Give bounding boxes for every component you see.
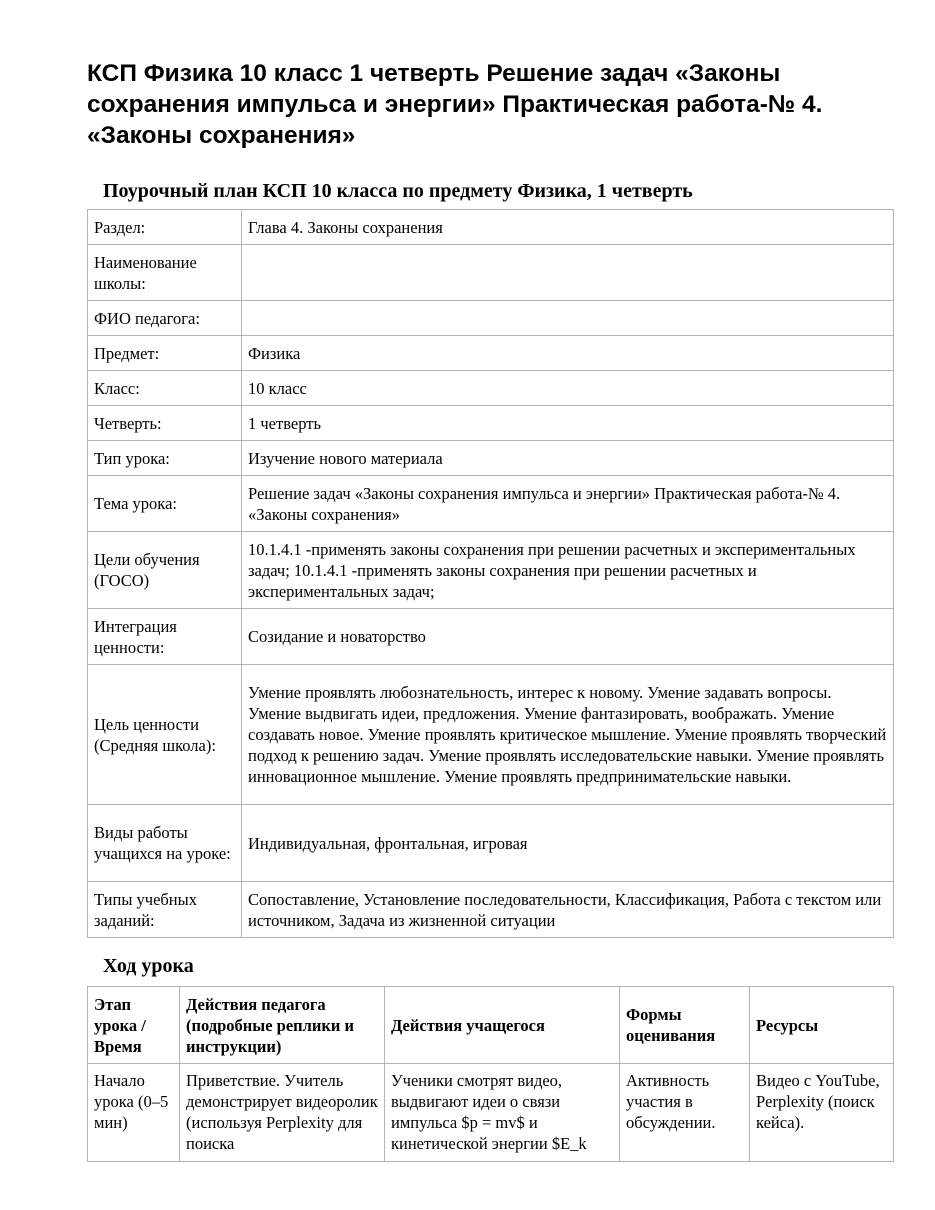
column-header-stage: Этап урока / Время [88,987,180,1064]
lesson-cell-resources: Видео с YouTube, Perplexity (поиск кейса). [750,1064,894,1162]
plan-value: Физика [242,336,894,371]
plan-label: Цель ценности (Средняя школа): [88,665,242,805]
column-header-resources: Ресурсы [750,987,894,1064]
plan-value: Решение задач «Законы сохранения импульса и энергии» Практическая работа-№ 4. «Законы сохранения» [242,476,894,532]
plan-value [242,301,894,336]
plan-label: Четверть: [88,406,242,441]
plan-heading: Поурочный план КСП 10 класса по предмету Физика, 1 четверть [103,180,693,202]
plan-label: Предмет: [88,336,242,371]
plan-value: 1 четверть [242,406,894,441]
plan-label: ФИО педагога: [88,301,242,336]
plan-value: Индивидуальная, фронтальная, игровая [242,805,894,882]
plan-row-quarter [88,406,894,441]
plan-table [87,209,894,938]
plan-row-school [88,245,894,301]
plan-label: Типы учебных заданий: [88,882,242,938]
document-page [87,58,893,1162]
plan-label: Тип урока: [88,441,242,476]
lesson-header-row [88,987,894,1064]
document-title: КСП Физика 10 класс 1 четверть Решение задач «Законы сохранения импульса и энергии» Практическая работа-№ 4. «Законы сохранения» [87,60,823,149]
plan-label: Наименование школы: [88,245,242,301]
column-header-student-actions: Действия учащегося [385,987,620,1064]
plan-value: Изучение нового материала [242,441,894,476]
plan-label: Цели обучения (ГОСО) [88,532,242,609]
plan-row-value-integration [88,609,894,665]
plan-row-teacher [88,301,894,336]
lesson-table [87,986,894,1162]
plan-value: 10 класс [242,371,894,406]
lesson-heading: Ход урока [103,955,194,977]
plan-row-work-types [88,805,894,882]
plan-row-section [88,210,894,245]
plan-row-subject [88,336,894,371]
plan-label: Виды работы учащихся на уроке: [88,805,242,882]
plan-row-topic [88,476,894,532]
plan-value: 10.1.4.1 -применять законы сохранения при решении расчетных и экспериментальных задач; 10.1.4.1 -применять законы сохранения при решении расчетных и экспериментальных задач; [242,532,894,609]
plan-value: Созидание и новаторство [242,609,894,665]
plan-value: Умение проявлять любознательность, интерес к новому. Умение задавать вопросы. Умение выдвигать идеи, предложения. Умение фантазировать, воображать. Умение создавать новое. Умение проявлять критическое мышление. Умение проявлять творческий подход к решению задач. Умение проявлять исследовательские навыки. Умение проявлять инновационное мышление. Умение проявлять предпринимательские навыки. [242,665,894,805]
plan-label: Тема урока: [88,476,242,532]
table-row [88,1064,894,1162]
plan-label: Класс: [88,371,242,406]
plan-value: Глава 4. Законы сохранения [242,210,894,245]
plan-row-learning-goals [88,532,894,609]
lesson-cell-teacher-actions: Приветствие. Учитель демонстрирует видеоролик (используя Perplexity для поиска [180,1064,385,1162]
plan-row-task-types [88,882,894,938]
plan-value [242,245,894,301]
lesson-cell-assessment: Активность участия в обсуждении. [620,1064,750,1162]
column-header-teacher-actions: Действия педагога (подробные реплики и инструкции) [180,987,385,1064]
lesson-cell-stage: Начало урока (0–5 мин) [88,1064,180,1162]
plan-row-class [88,371,894,406]
lesson-cell-student-actions: Ученики смотрят видео, выдвигают идеи о связи импульса $p = mv$ и кинетической энергии $E_k [385,1064,620,1162]
plan-row-value-goal [88,665,894,805]
plan-label: Раздел: [88,210,242,245]
plan-row-lesson-type [88,441,894,476]
plan-label: Интеграция ценности: [88,609,242,665]
column-header-assessment: Формы оценивания [620,987,750,1064]
plan-value: Сопоставление, Установление последовательности, Классификация, Работа с текстом или источником, Задача из жизненной ситуации [242,882,894,938]
